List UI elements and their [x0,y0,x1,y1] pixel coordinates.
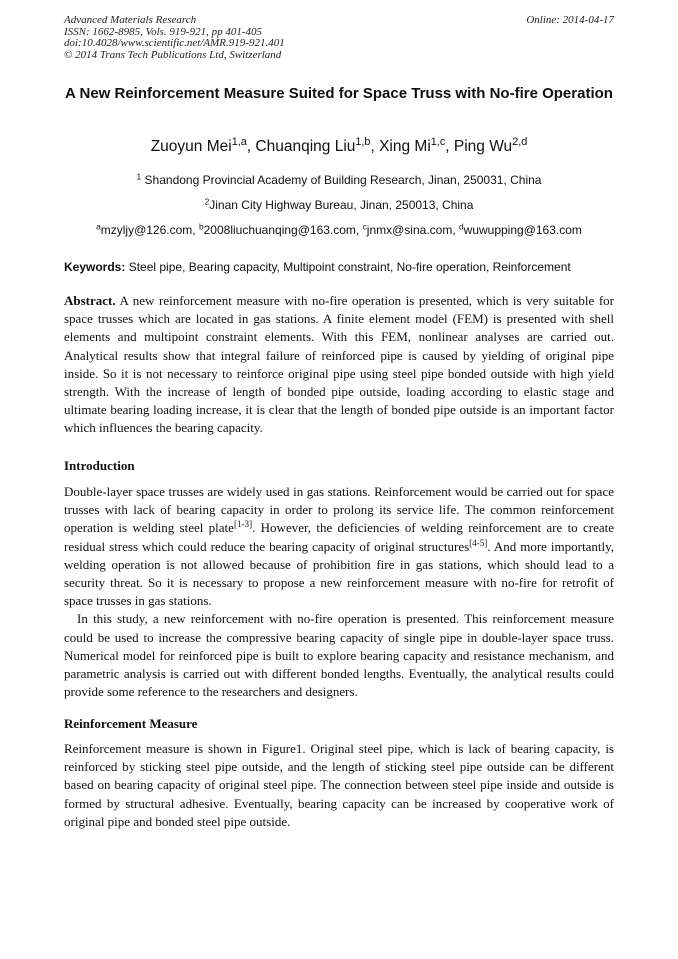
email: mzyljy@126.com, [100,223,199,237]
paragraph [64,483,614,610]
abstract-label: Abstract. [64,293,116,308]
reinforcement-body [64,740,614,831]
doi: doi:10.4028/www.scientific.net/AMR.919-921.401 [64,37,285,50]
email: 2008liuchuanqing@163.com, [203,223,363,237]
abstract-text: A new reinforcement measure with no-fire operation is presented, which is very suitable for space trusses which are located in gas stations. A finite element model (FEM) is presented with shell elements and multipoint constraint elements. With this FEM, nonlinear analyses are carried out. Analytical results show that integral failure of reinforced pipe is caused by yielding of original pipe inside. So it is not necessary to reinforce original pipe using steel pipe bonded outside with high yield strength. With the increase of length of bonded pipe outside, loading according to elastic stage and ultimate bearing loading increase, it is clear that the length of bonded pipe outside is an important factor which influences the bearing capacity. [64,293,614,436]
online-date: Online: 2014-04-17 [526,14,614,26]
email-sup: b [198,221,204,232]
emails [40,223,638,237]
aff-sup: 2 [204,196,210,207]
section-heading-reinforcement-measure: Reinforcement Measure [64,716,198,731]
aff-text: Jinan City Highway Bureau, Jinan, 250013, China [209,198,474,212]
paper-title: A New Reinforcement Measure Suited for Space Truss with No-fire Operation [65,85,613,102]
keywords-text: Steel pipe, Bearing capacity, Multipoint constraint, No-fire operation, Reinforcement [125,260,571,274]
email-sup: c [362,221,367,232]
keywords-label: Keywords: [64,260,126,274]
text: . However, the deficiencies of welding reinforcement are to create residual stress which could reduce the bearing capacity of original structures [64,520,615,554]
author-sup: 1,c [430,136,446,149]
aff-sup: 1 [136,171,142,182]
sep: , [445,138,454,155]
affiliation-2 [40,198,638,212]
author-sup: 1,a [231,136,247,149]
text: . And more importantly, welding operation is not allowed because of prohibition fire in gas stations, which should lead to a security threat. So it is necessary to propose a new reinforcement measure with no-fire for retrofit of space trusses in gas stations. [64,538,614,609]
author: Zuoyun Mei [150,138,232,155]
sep: , [246,138,256,155]
citation: [1-3] [233,519,253,530]
issn: ISSN: 1662-8985, Vols. 919-921, pp 401-405 [64,25,262,38]
section-heading-introduction: Introduction [64,458,135,473]
affiliation-1 [40,173,638,187]
email-sup: a [96,221,101,232]
paragraph: Reinforcement measure is shown in Figure1. Original steel pipe, which is lack of bearing capacity, is reinforced by sticking steel pipe outside, and the length of sticking steel pipe outside can be different based on bearing capacity of original steel pipe. The connection between steel pipe inside and outside is formed by structural adhesive. Eventually, bearing capacity can be increased by cooperative work of original pipe and bonded steel pipe outside. [64,741,614,829]
copyright: © 2014 Trans Tech Publications Ltd, Switzerland [64,48,282,61]
text: Double-layer space trusses are widely used in gas stations. Reinforcement would be carried out for space trusses with lack of bearing capacity in order to prolong its service life. The common reinforcement operation is welding steel plate [64,484,614,536]
author-sup: 2,d [512,136,528,149]
journal-name: Advanced Materials Research [64,14,197,26]
sep: , [370,138,380,155]
email: wuwupping@163.com [463,223,582,237]
abstract [64,292,614,438]
journal-info [64,15,285,61]
email-sup: d [458,221,464,232]
aff-text: Shandong Provincial Academy of Building Research, Jinan, 250031, China [141,173,542,187]
citation: [4-5] [469,537,488,548]
author: Xing Mi [379,138,431,155]
author-list [40,138,638,156]
introduction-body [64,483,614,701]
email: jnmx@sina.com, [366,223,459,237]
author: Ping Wu [453,138,513,155]
author-sup: 1,b [355,136,371,149]
paragraph: In this study, a new reinforcement with no-fire operation is presented. This reinforcement measure could be used to increase the compressive bearing capacity of single pipe in double-layer space truss. Numerical model for reinforced pipe is built to explore bearing capacity and resistance mechanism, and parametric analysis is carried out with different bonded lengths. Eventually, the analytical results could provide some reference to the researchers and designers. [64,611,614,700]
author: Chuanqing Liu [255,138,356,155]
keywords [64,260,571,274]
